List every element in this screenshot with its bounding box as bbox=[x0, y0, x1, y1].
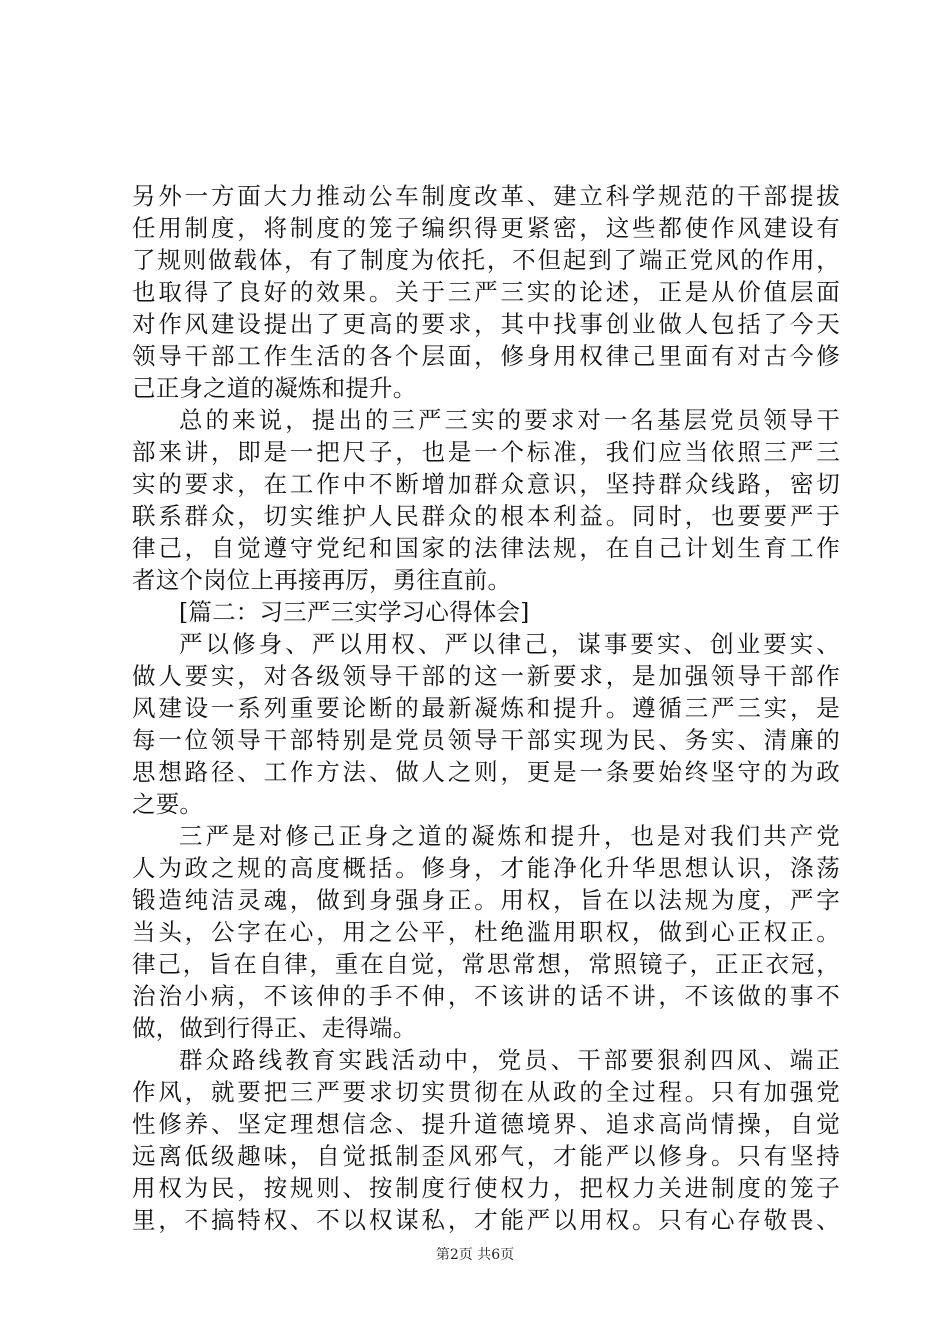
text-line: 里，不搞特权、不以权谋私，才能严以用权。只有心存敬畏、 bbox=[132, 1206, 840, 1234]
text-line: 律己，旨在自律，重在自觉，常思常想，常照镜子，正正衣冠， bbox=[132, 950, 840, 978]
text-line: 远离低级趣味，自觉抵制歪风邪气，才能严以修身。只有坚持 bbox=[132, 1142, 840, 1170]
text-line: 锻造纯洁灵魂，做到身强身正。用权，旨在以法规为度，严字 bbox=[132, 886, 840, 914]
text-line: 用权为民，按规则、按制度行使权力，把权力关进制度的笼子 bbox=[132, 1174, 840, 1202]
text-line: 性修养、坚定理想信念、提升道德境界、追求高尚情操，自觉 bbox=[132, 1110, 840, 1138]
paragraph-first-line: 严以修身、严以用权、严以律己，谋事要实、创业要实、 bbox=[179, 630, 840, 658]
text-line: 做，做到行得正、走得端。 bbox=[132, 1014, 417, 1042]
text-line: 对作风建设提出了更高的要求，其中找事创业做人包括了今天 bbox=[132, 310, 840, 338]
paragraph-first-line: 总的来说，提出的三严三实的要求对一名基层党员领导干 bbox=[179, 406, 840, 434]
text-line: 作风，就要把三严要求切实贯彻在从政的全过程。只有加强党 bbox=[132, 1078, 840, 1106]
paragraph-first-line: 群众路线教育实践活动中，党员、干部要狠刹四风、端正 bbox=[179, 1046, 840, 1074]
text-line: 之要。 bbox=[132, 790, 204, 818]
page-number-footer: 第2页 共6页 bbox=[435, 1247, 515, 1263]
text-line: 了规则做载体，有了制度为依托，不但起到了端正党风的作用， bbox=[132, 246, 840, 274]
text-line: 风建设一系列重要论断的最新凝炼和提升。遵循三严三实，是 bbox=[132, 694, 840, 722]
text-line: 部来讲，即是一把尺子，也是一个标准，我们应当依照三严三 bbox=[132, 438, 840, 466]
text-line: 也取得了良好的效果。关于三严三实的论述，正是从价值层面 bbox=[132, 278, 840, 306]
paragraph-first-line: 三严是对修己正身之道的凝炼和提升，也是对我们共产党 bbox=[179, 822, 840, 850]
text-line: 当头，公字在心，用之公平，杜绝滥用职权，做到心正权正。 bbox=[132, 918, 840, 946]
section-heading: [篇二：习三严三实学习心得体会] bbox=[179, 598, 530, 626]
text-line: 实的要求，在工作中不断增加群众意识，坚持群众线路，密切 bbox=[132, 470, 840, 498]
text-line: 联系群众，切实维护人民群众的根本利益。同时，也要要严于 bbox=[132, 502, 840, 530]
text-line: 每一位领导干部特别是党员领导干部实现为民、务实、清廉的 bbox=[132, 726, 840, 754]
text-line: 另外一方面大力推动公车制度改革、建立科学规范的干部提拔 bbox=[132, 182, 840, 210]
text-line: 思想路径、工作方法、做人之则，更是一条要始终坚守的为政 bbox=[132, 758, 840, 786]
text-line: 治治小病，不该伸的手不伸，不该讲的话不讲，不该做的事不 bbox=[132, 982, 840, 1010]
text-line: 人为政之规的高度概括。修身，才能净化升华思想认识，涤荡 bbox=[132, 854, 840, 882]
text-line: 领导干部工作生活的各个层面，修身用权律己里面有对古今修 bbox=[132, 342, 840, 370]
text-line: 任用制度，将制度的笼子编织得更紧密，这些都使作风建设有 bbox=[132, 214, 840, 242]
document-body bbox=[132, 180, 840, 1236]
text-line: 律己，自觉遵守党纪和国家的法律法规，在自己计划生育工作 bbox=[132, 534, 840, 562]
text-line: 做人要实，对各级领导干部的这一新要求，是加强领导干部作 bbox=[132, 662, 840, 690]
text-line: 己正身之道的凝炼和提升。 bbox=[132, 374, 417, 402]
text-line: 者这个岗位上再接再厉，勇往直前。 bbox=[132, 566, 512, 594]
